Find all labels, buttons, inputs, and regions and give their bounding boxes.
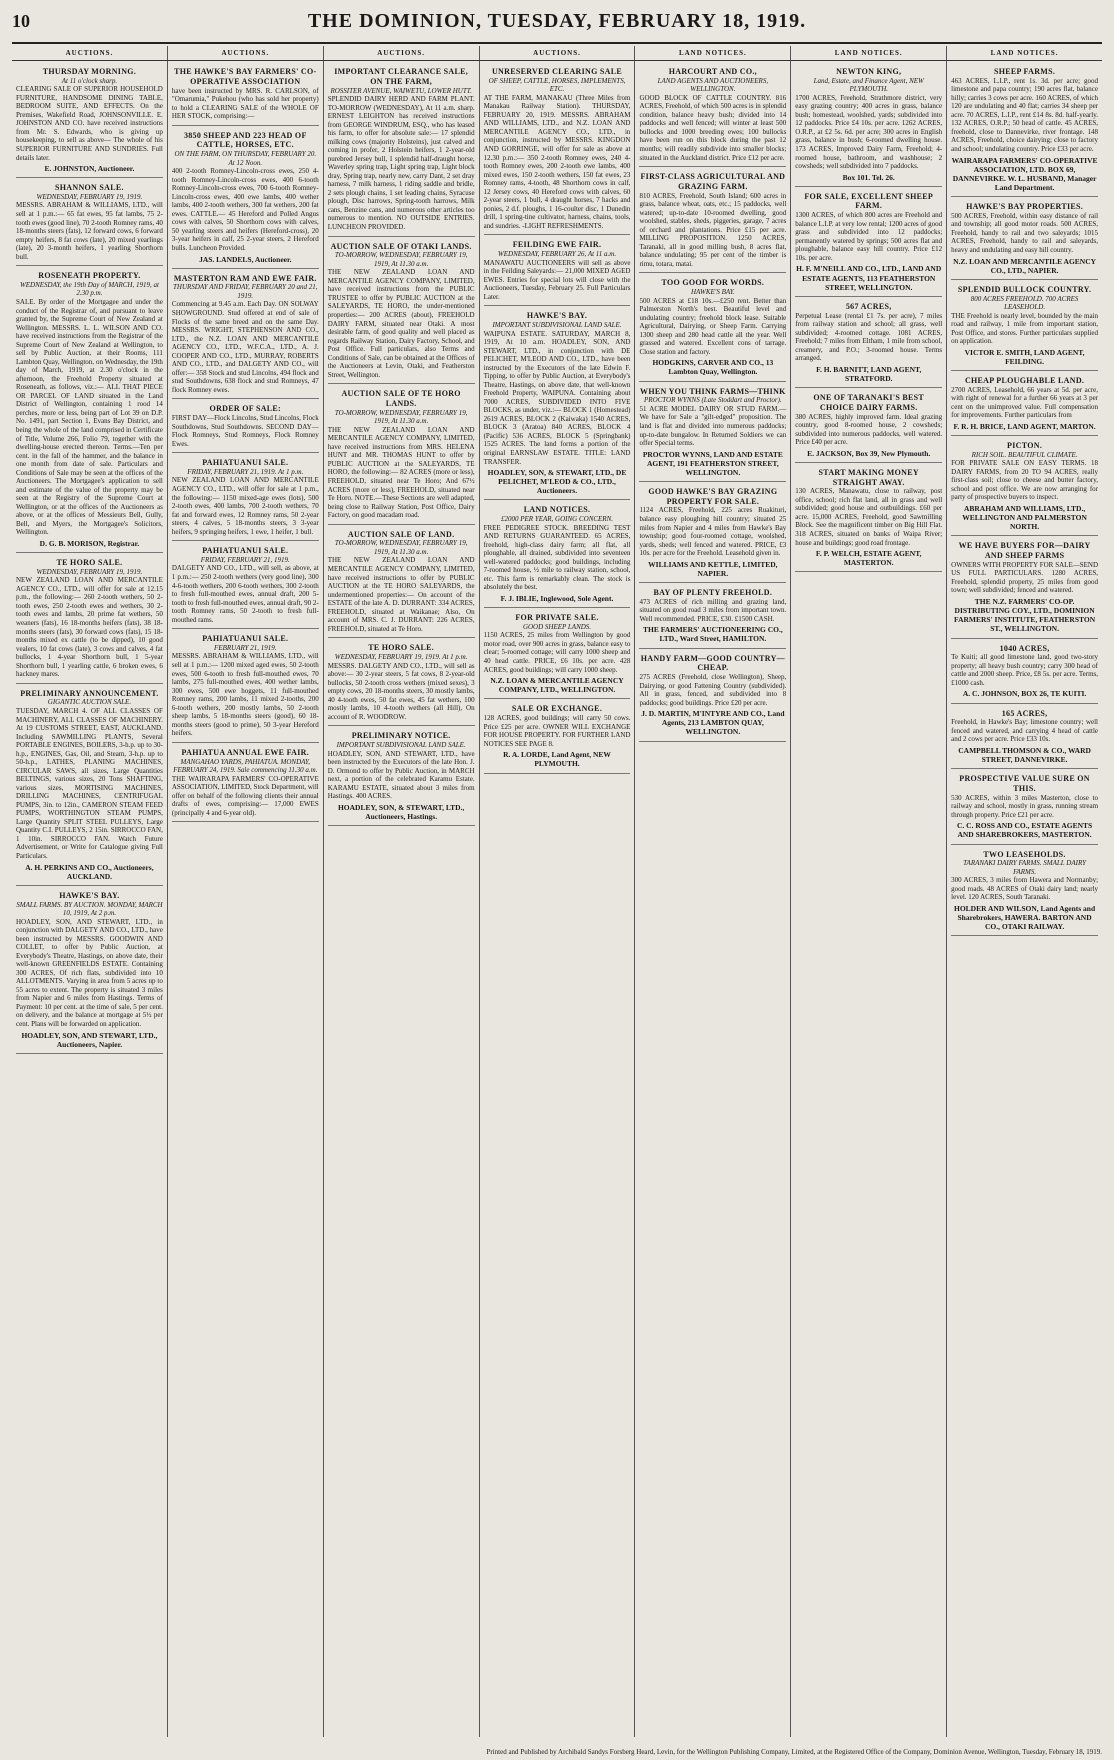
ad-subheading: HAWKE'S BAY. <box>690 288 735 297</box>
ad-heading: TE HORO SALE. <box>368 643 435 653</box>
ad-body-text: 275 ACRES (Freehold, close Wellington), Sheep, Dairying, or good Fattening Country (subdivided). All in grass, fenced, and subdivided into 8 paddocks; good buildings. Price £20 per acre. <box>639 673 787 707</box>
ad-subheading: PROCTOR WYNNS (Late Stoddart and Proctor). <box>644 396 782 405</box>
ad-heading: FEILDING EWE FAIR. <box>512 240 602 250</box>
ad-agent-signature: E. JOHNSTON, Auctioneer. <box>44 164 135 174</box>
column-heading: LAND NOTICES. <box>990 49 1059 57</box>
ad-heading: HAWKE'S BAY PROPERTIES. <box>966 202 1084 212</box>
ad-agent-signature: PROCTOR WYNNS, LAND AND ESTATE AGENT, 191 FEATHERSTON STREET, WELLINGTON. <box>642 449 783 477</box>
advertisement <box>639 484 786 583</box>
ad-subheading: WEDNESDAY, FEBRUARY 19, 1919. <box>36 567 143 576</box>
ad-heading: GOOD HAWKE'S BAY GRAZING PROPERTY FOR SALE. <box>648 486 778 506</box>
ad-heading: WE HAVE BUYERS FOR—DAIRY AND SHEEP FARMS <box>958 541 1091 561</box>
advertisement <box>951 641 1098 704</box>
ad-agent-signature: F. R. H. BRICE, LAND AGENT, MARTON. <box>953 421 1096 431</box>
ad-agent-signature: HODGKINS, CARVER AND CO., 13 Lambton Quay, Wellington. <box>652 358 774 377</box>
ad-body-text: 463 ACRES, L.I.P., rent 1s. 3d. per acre; good limestone and papa country; 190 acres flat, balance hilly; carries 3 cows per acre. 160 ACRES, of which 120 are undulating and 40 flat; carries 34 sheep per acre. 70 ACRES, L.I.P., rent £14 8s. 8d. half-yearly. 132 ACRES, O.R.P.; 50 head of cattle. 45 ACRES, freehold, close to Dannevirke, river frontage. 148 ACRES, Freehold, choice dairying; close to factory and school; undulating country. Price £33 per acre. <box>951 76 1099 153</box>
advertisement <box>951 373 1098 436</box>
ad-body-text: AT THE FARM, MANAKAU (Three Miles from Manakau Railway Station). THURSDAY, FEBRUARY 20, 1919. MESSRS. ABRAHAM AND WILLIAMS, LTD., and N.Z. LOAN AND MERCANTILE AGENCY CO., LTD., in conjunction, instructed by MESSRS. KINGDON AND GORRINGE, will offer for sale as above at 12.30 p.m.:— 350 2-tooth Romney ewes, 240 4-tooth Romney ewes, 200 2-tooth ewe lambs, 400 mixed ewes, 150 2-tooth wethers, 150 fat ewes, 23 Romney rams, 4-tooth, 48 Shorthorn cows in calf, 12 Jersey cows, 40 Hereford cows with calves, 60 2-year steers, 1 bull, 4 draught horses, 7 hacks and ponies, 2 d.f. ploughs, 1 16-coulter disc, 1 Dunedin drill, 1 spring-tine cultivator, harness, chains, tools, and sundries. -LIGHT REFRESHMENTS. <box>483 93 631 230</box>
ad-heading: 165 ACRES, <box>1001 708 1048 718</box>
ad-body-text: FREE PEDIGREE STOCK. BREEDING TEST AND RETURNS GUARANTEED. 65 ACRES, freehold, high-class dairy farm; all flat, all ploughable, all drained, subdivided into seventeen well-watered paddocks; good buildings, including 7-roomed house, ½ mile to railway station, school, etc. This farm is remarkably clean. The stock is absolutely the best. <box>483 523 631 592</box>
ad-heading: IMPORTANT CLEARANCE SALE, ON THE FARM, <box>334 67 469 86</box>
ad-agent-signature: E. JACKSON, Box 39, New Plymouth. <box>807 448 931 458</box>
ad-heading: CHEAP PLOUGHABLE LAND. <box>964 376 1085 385</box>
advertisement <box>639 384 786 482</box>
ad-subheading: WEDNESDAY, FEBRUARY 19, 1919. At 1 p.m. <box>334 653 468 661</box>
ad-heading: SHEEP FARMS. <box>993 67 1056 76</box>
ad-body-text: THE Freehold is nearly level, bounded by the main road and railway, 1 mile from important station, Post Office, and stores. Further particulars supplied on application. <box>951 311 1099 346</box>
ad-body-text: 400 2-tooth Romney-Lincoln-cross ewes, 250 4-tooth Romney-Lincoln-cross ewes, 400 6-tooth Romney-Lincoln-cross ewes, 700 6-tooth Romney-Lincoln-cross ewes, 400 ewe lambs, 400 wether lambs, 400 2-tooth wethers, 300 fat wethers, 200 fat ewes. CATTLE.— 45 Hereford and Polled Angus cows with calves, 50 Shorthorn cows with calves, 50 yearling steers and heifers (Hereford-cross), 20 3-year heifers in calf, 25 2-year steers, 2 Hereford bulls. Luncheon Provided. <box>171 167 319 252</box>
ad-subheading: TARANAKI DAIRY FARMS. SMALL DAIRY FARMS. <box>963 859 1086 876</box>
advertisement <box>951 538 1098 638</box>
ad-body-text: Commencing at 9.45 a.m. Each Day. ON SOLWAY SHOWGROUND. Stud offered at end of sale of Flocks of the same breed and on the same Day. MESSRS. WRIGHT, STEPHENSON AND CO., LTD., the N.Z. LOAN AND MERCANTILE AGENCY CO., LTD., W.F.C.A., LTD., A. J. COOPER AND CO., LTD., MURRAY, ROBERTS AND CO., LTD., and DALGETY AND CO., will offer:— 358 Stock and stud Lincolns, 494 flock and stud Southdowns, 638 flock and stud Romneys, 47 flock Romney ewes. <box>171 300 319 394</box>
newspaper-column <box>635 61 791 1737</box>
ad-agent-signature: F. H. BARNITT, LAND AGENT, STRATFORD. <box>816 364 922 383</box>
newspaper-column <box>324 61 480 1737</box>
advertisement <box>639 275 786 381</box>
ad-agent-signature: A. H. PERKINS AND CO., Auctioneers, AUCKLAND. <box>25 862 154 881</box>
ad-heading: PAHIATUANUI SALE. <box>202 634 289 644</box>
advertisement <box>795 189 942 297</box>
ad-heading: SPLENDID BULLOCK COUNTRY. <box>957 284 1092 294</box>
ad-agent-signature: HOADLEY, SON, AND STEWART, LTD., Auctioneers, Napier. <box>21 1030 158 1049</box>
ad-agent-signature: F. P. WELCH, ESTATE AGENT, MASTERTON. <box>815 549 922 568</box>
advertisement <box>16 888 163 1054</box>
advertisement <box>951 282 1098 371</box>
ad-heading: MASTERTON RAM AND EWE FAIR. <box>173 273 317 283</box>
ad-heading: WHEN YOU THINK FARMS—THINK <box>640 386 786 396</box>
ad-subheading: ON THE FARM, ON THURSDAY, FEBRUARY 20. At 12 Noon. <box>174 150 317 167</box>
ad-agent-signature: C. C. ROSS AND CO., ESTATE AGENTS AND SHAREBROKERS, MASTERTON. <box>956 821 1093 840</box>
ad-heading: UNRESERVED CLEARING SALE <box>491 67 623 76</box>
ad-subheading: WEDNESDAY, FEBRUARY 19, 1919. <box>36 192 143 201</box>
ad-body-text: 500 ACRES, Freehold, within easy distance of rail and township; all good motor roads. 500 ACRES, Freehold, handy to rail and two saleyards; 1015 ACRES, Freehold, handy to rail and saleyards, heavy and undulating and easy hill country. <box>951 211 1099 254</box>
ad-heading: HARCOURT AND CO., <box>668 67 757 76</box>
ad-body-text: 130 ACRES, Manawatu, close to railway, post office, school; rich flat land, all in grass and well subdivided; good house and outbuildings. £60 per acre. 15,000 ACRES, Freehold, good Sawmilling Block. See the magnificent timber on Big Hill Flat. 318 ACRES, situated on banks of Waipa River; house and buildings; good road frontage. <box>795 487 943 547</box>
ad-agent-signature: J. D. MARTIN, M'INTYRE AND CO., Land Agents, 213 LAMBTON QUAY, WELLINGTON. <box>641 709 785 737</box>
ad-body-text: SPLENDID DAIRY HERD AND FARM PLANT. TO-MORROW (WEDNESDAY), At 11 a.m. sharp. ERNEST LEIGHTON has received instructions from GEORGE WINDRUM, ESQ., who has leased his farm, to offer for absolute sale:— 17 splendid milking cows (majority Holsteins), just calved and coming in profer, 2 Holstein heifers, 1 2-year-old purebred Jersey bull, 1 splendid half-draught horse, Waverley spring trap, Light spring trap, Light block dray, Spring trap, nearly new, carry Dant, 2 set dray harness, 7 milk harness, 1 riding saddle and bridle, 2 sets plough chains, 1 set leading chains, Syracuse plough, Disc harrows, Spring-tooth harrows, Milk cans, Benzine cans, and numerous other articles too numerous to mention. NO OUTSIDE ENTRIES. LUNCHEON PROVIDED. <box>327 95 475 231</box>
ad-heading: PRELIMINARY ANNOUNCEMENT. <box>20 688 159 698</box>
advertisement <box>795 390 942 463</box>
advertisement <box>484 502 631 608</box>
ad-heading: ORDER OF SALE: <box>209 404 282 414</box>
ad-subheading: Land, Estate, and Finance Agent, NEW PLYMOUTH. <box>813 76 924 94</box>
ad-body-text: GOOD BLOCK OF CATTLE COUNTRY. 816 ACRES, Freehold, of which 500 acres is in splendid condition, balance heavy bush; divided into 14 paddocks and well fenced; will winter at least 500 bullocks and 1000 breeding ewes; 100 bullocks have been run on this block during the past 12 months; will readily subdivide into smaller blocks; situated in the Auckland district. Price £12 per acre. <box>639 93 787 162</box>
page-number: 10 <box>12 10 30 31</box>
ad-body-text: 380 ACRES, highly improved farm. Ideal grazing country, good 8-roomed house, 2 cowsheds; subdivided into numerous paddocks, well watered. Price £40 per acre. <box>795 412 943 447</box>
ad-heading: HAWKE'S BAY. <box>59 890 120 900</box>
ad-subheading: At 11 o'clock sharp. <box>61 76 118 85</box>
newspaper-column <box>480 61 636 1737</box>
newspaper-column <box>947 61 1102 1737</box>
ad-heading: SHANNON SALE. <box>55 183 124 193</box>
ad-body-text: 1300 ACRES, of which 800 acres are Freehold and balance L.I.P. at very low rental; 1200 acres of good grass and subdivided into 12 paddocks; permanently watered by springs; 500 acres flat and ploughable, balance easy hill country. Price £12 10s. per acre. <box>795 211 943 262</box>
ad-subheading: MANGAHAO YARDS, PAHIATUA. MONDAY, FEBRUARY 24, 1919. Sale commencing 11.30 a.m. <box>173 757 318 775</box>
ad-agent-signature: HOADLEY, SON, & STEWART, LTD., DE PELICHET, M'LEOD & CO., LTD., Auctioneers. <box>487 468 627 496</box>
ad-agent-signature: WAIRARAPA FARMERS' CO-OPERATIVE ASSOCIATION, LTD. BOX 69, DANNEVIRKE. W. L. HUSBAND, Manager Land Department. <box>951 155 1098 192</box>
advertisement <box>639 651 786 742</box>
advertisement <box>639 585 786 649</box>
ad-agent-signature: Box 101. Tel. 26. <box>842 172 895 182</box>
ad-subheading: 800 ACRES FREEHOLD. 700 ACRES LEASEHOLD. <box>970 294 1079 312</box>
advertisement <box>951 199 1098 280</box>
newspaper-column <box>791 61 947 1737</box>
ad-subheading: GIGANTIC AUCTION SALE. <box>47 698 132 707</box>
column-heading: AUCTIONS. <box>12 46 168 60</box>
ad-body-text: DALGETY AND CO., LTD., will sell, as above, at 1 p.m.:— 250 2-tooth wethers (very good line), 300 4-6-tooth wethers, 200 6-tooth wethers, 300 2-tooth to fresh full-mouthed ewes, annual draft, 200 5-tooth to fresh full-mouthed ewes, annual draft, 90 2-tooth Romney rams, 50 2-tooth to fresh full-mouthed rams. <box>171 564 319 624</box>
ad-subheading: FEBRUARY 21, 1919. <box>214 643 277 652</box>
advertisement <box>328 728 475 826</box>
ad-subheading: THURSDAY AND FRIDAY, FEBRUARY 20 and 21, 1919. <box>173 283 318 300</box>
advertisement <box>639 169 786 273</box>
ad-body-text: 1124 ACRES, Freehold, 225 acres Ruakituri, balance easy ploughing hill country; situated 25 miles from Napier and 4 miles from Hawke's Bay township; good four-roomed cottage, woolshed, yards, sheds; well fenced and watered. PRICE, £3 10s. per acre for the Freehold. Leasehold given in. <box>639 506 787 558</box>
ad-body-text: 300 ACRES, 3 miles from Hawera and Normanby; good roads. 48 ACRES of Otaki dairy land; nearly level. 120 ACRES, South Taranaki. <box>951 876 1099 902</box>
ad-body-text: 1700 ACRES, Freehold, Strathmore district, very easy grazing country; 400 acres in grass, balance bush; homestead, woolshed, yards; subdivided into 12 paddocks. Price £4 10s. per acre. 1262 ACRES, O.R.P., at £2 5s. 6d. per acre; 300 acres in English grass, balance in bush; 6-roomed dwelling house. 173 ACRES, Improved Dairy Farm, Freehold; 4-roomed house, bathroom, and washhouse; 2 cowsheds; well subdivided into 7 paddocks. <box>795 93 943 171</box>
advertisement <box>16 686 163 886</box>
ad-body-text: 51 ACRE MODEL DAIRY OR STUD FARM.—We have for Sale a "gilt-edged" proposition. The land is flat and divided into numerous paddocks; up-to-date bungalow. In Returned Soldiers we can offer Special terms. <box>639 404 787 448</box>
ad-body-text: MESSRS. DALGETY AND CO., LTD., will sell as above:— 30 2-year steers, 5 fat cows, 8 2-year-old bullocks, 50 2-tooth cross wethers (mixed sexes), 3 empty cows, 20 18-months steers, 30 mostly lambs, 40 4-tooth ewes, 50 fat ewes, 45 fat wethers, 100 mostly lambs, 10 4-tooth wethers (all Hill), On account of R. WOODROW. <box>327 661 475 721</box>
column-heading: LAND NOTICES. <box>635 46 791 60</box>
ad-agent-signature: ABRAHAM AND WILLIAMS, LTD., WELLINGTON AND PALMERSTON NORTH. <box>962 503 1087 532</box>
ad-body-text: 810 ACRES, Freehold, South Island; 600 acres in grass, balance wheat, oats, etc.; 15 paddocks, well watered; up-to-date 10-roomed dwelling, good woolshed, stables, sheds, piggeries, garage, 7 acres of orchard and plantations. Price £15 per acre. MILLING PROPOSITION. 1250 ACRES, Taranaki, all in good milling bush, 8 acres flat, balance undulating; 95 per cent of the timber is rimu, totara, matai. <box>639 191 787 268</box>
advertisement <box>172 128 319 269</box>
ad-heading: START MAKING MONEY STRAIGHT AWAY. <box>818 467 919 487</box>
column-heading: AUCTIONS. <box>324 46 480 60</box>
ad-subheading: TO-MORROW, WEDNESDAY, FEBRUARY 19, 1919, At 11.30 a.m. <box>334 251 468 268</box>
ad-heading: AUCTION SALE OF OTAKI LANDS. <box>330 241 472 251</box>
printer-imprint: Printed and Published by Archibald Sandys Forsberg Heard, Levin, for the Wellington Publishing Company, Limited, at the Registered Office of the Company, Dominion Avenue, Wellington, Tuesday, February 18, 1919. <box>486 1748 1102 1756</box>
ad-agent-signature: N.Z. LOAN AND MERCANTILE AGENCY CO., LTD., NAPIER. <box>953 256 1097 275</box>
ad-subheading: WEDNESDAY, FEBRUARY 26, At 11 a.m. <box>497 250 617 259</box>
column-heading: AUCTIONS. <box>168 46 324 60</box>
ad-body-text: FOR PRIVATE SALE ON EASY TERMS. 18 DAIRY FARMS, from 20 TO 94 ACRES, really first-class soil; close to cheese and butter factory, school and post office. We are now arranging for party of prospective buyers to inspect. <box>951 459 1099 502</box>
ad-subheading: TO-MORROW, WEDNESDAY, FEBRUARY 19, 1919, At 11.30 a.m. <box>334 408 468 426</box>
ad-body-text: 2700 ACRES, Leasehold, 66 years at 5d. per acre, with right of renewal for a further 66 years at 3 per cent on the unimproved value. Full compensation for improvements. Further particulars from <box>951 385 1099 420</box>
ad-subheading: OF SHEEP, CATTLE, HORSES, IMPLEMENTS, ETC. <box>488 76 626 94</box>
ad-body-text: SALE. By order of the Mortgagee and under the conduct of the Registrar of, and pursuant to leave granted by, the Supreme Court of New Zealand at Wellington. MESSRS. L. L. WILSON AND CO. have received instructions from the Registrar of the Supreme Court of New Zealand at Wellington, to sell by Public Auction, at their Rooms, 111 Lambton Quay, Wellington, on Wednesday, the 19th day of March, 1919, at 2.30 o'clock in the afternoon, the Freehold Property situated at Roseneath, as follows, viz.:— ALL THAT PIECE OR PARCEL OF LAND situated in the Land District of Wellington, containing 1 rood 14 perches, more or less, being part of Lot 39 on D.P. No. 1491, part Section 1, Evans Bay District, and being the whole of the land comprised in Certificate of Title, Volume 266, Folio 79, together with the dwelling-house erected thereon. Terms.—Ten per cent. in the fall of the hammer, and the balance in one month from date of sale. Particulars and Conditions of Sale may be seen at the offices of the Auctioneers. The Mortgagee's application to sell and estimate of the value of the property may be seen at the Registry of the Supreme Court at Wellington, or at the offices of the Auctioneers as above, or at the offices of Messieurs Bell, Gully, Bell, and Myers, the Mortgagee's Solicitors, Wellington. <box>16 298 163 537</box>
newspaper-column <box>12 61 168 1737</box>
advertisement <box>16 268 163 553</box>
ad-heading: TE HORO SALE. <box>56 558 123 568</box>
ad-body-text: 473 ACRES of rich milling and grazing land, situated on good road 3 miles from important town. Well recommended. PRICE, £30. £1500 CASH. <box>639 597 787 623</box>
ad-body-text: NEW ZEALAND LOAN AND MERCANTILE AGENCY CO., LTD., will offer for sale at 1 p.m., the following:— 1150 mixed-age ewes (lots), 500 2-tooth ewes, 400 lambs, 700 2-tooth wethers, 70 fat and forward ewes, 12 Romney rams, 50 2-year steers, 4 calves, 5 18-months steers, 3 3-year heifers, 9 springing heifers, 1 ewe, 1 heifer, 1 bull. <box>171 476 319 536</box>
advertisement <box>172 401 319 453</box>
ad-body-text: CLEARING SALE OF SUPERIOR HOUSEHOLD FURNITURE, HANDSOME DINING TABLE, BEDROOM SUITE, AND EFFECTS. On the Premises, Wakefield Road, JOHNSONVILLE. E. JOHNSTON AND CO. have received instructions from Mr. S. Edwards, who is giving up housekeeping, to sell as above— The whole of his SUPERIOR FURNITURE AND SUNDRIES. Full details later. <box>16 85 163 162</box>
ad-heading: HAWKE'S BAY. <box>526 311 588 321</box>
ad-agent-signature: H. F. M'NEILL AND CO., LTD., LAND AND ESTATE AGENTS, 113 FEATHERSTON STREET, WELLINGTON. <box>796 264 942 292</box>
ad-subheading: IMPORTANT SUBDIVISIONAL LAND SALE. <box>492 321 622 329</box>
ad-body-text: have been instructed by MRS. R. CARLSON, of "Omarumia," Pukehou (who has sold her property) to hold a CLEARING SALE of the WHOLE OF HER STOCK, comprising:— <box>171 86 319 121</box>
ad-agent-signature: A. C. JOHNSON, BOX 26, TE KUITI. <box>962 689 1087 699</box>
advertisement <box>639 64 786 167</box>
ad-heading: TWO LEASEHOLDS. <box>983 849 1066 859</box>
advertisement <box>172 745 319 822</box>
advertisement <box>951 847 1098 937</box>
advertisement <box>328 640 475 726</box>
ad-body-text: WAIPUNA ESTATE. SATURDAY, MARCH 8, 1919, At 10 a.m. HOADLEY, SON, AND STEWART, LTD., in conjunction with DE PELICHET, M'LEOD AND CO., LTD., have been instructed by the Executors of the late Edwin F. Tipping, to offer by Public Auction, at Everybody's Theatre, Hastings, on above date, that well-known Freehold Property, WAIPUNA. Containing about 7000 ACRES, SUBDIVIDED INTO FIVE BLOCKS, as under, viz.:— BLOCK 1 (Homestead) 2619 ACRES, BLOCK 2 (Kaiwaka) 1540 ACRES, BLOCK 3 (Aratoa) 840 ACRES, BLOCK 4 (Pacific) 536 ACRES, BLOCK 5 (Springbank) 1525 ACRES. The land forms a portion of the original EARNSLAW ESTATE. TITLE: LAND TRANSFER. <box>483 329 631 466</box>
advertisement <box>951 438 1098 536</box>
advertisement <box>172 455 319 541</box>
ad-heading: AUCTION SALE OF TE HORO LANDS. <box>341 389 461 408</box>
ad-heading: ROSENEATH PROPERTY. <box>38 271 141 281</box>
ad-subheading: FRIDAY, FEBRUARY 21, 1919. At 1 p.m. <box>187 467 304 476</box>
advertisement <box>951 706 1098 770</box>
ad-body-text: HOADLEY, SON, AND STEWART, LTD., have been instructed by the Executors of the late Hon. J. D. Ormond to offer by Public Auction, in MARCH next, a portion of the celebrated Karamu Estate. KARAMU ESTATE, situated about 3 miles from Hastings. 400 ACRES. <box>327 749 475 801</box>
ad-agent-signature: THE FARMERS' AUCTIONEERING CO., LTD., Ward Street, HAMILTON. <box>643 625 783 644</box>
ad-heading: LAND NOTICES. <box>523 505 591 515</box>
ad-subheading: WEDNESDAY, the 19th Day of MARCH, 1919, at 2.30 p.m. <box>19 280 159 298</box>
ad-subheading: TO-MORROW, WEDNESDAY, FEBRUARY 19, 1919, At 11.30 a.m. <box>334 539 468 556</box>
ad-heading: 3850 SHEEP AND 223 HEAD OF CATTLE, HORSES, ETC. <box>183 130 307 150</box>
ad-body-text: 530 ACRES, within 3 miles Masterton, close to railway and school, mostly in grass, running stream through property. Price £21 per acre. <box>951 793 1099 819</box>
ad-agent-signature: JAS. LANDELS, Auctioneer. <box>199 254 292 264</box>
ad-body-text: MESSRS. ABRAHAM & WILLIAMS, LTD., will sell at 1 p.m.:— 1200 mixed aged ewes, 50 2-tooth ewes, 500 6-tooth to fresh full-mouthed ewes, 70 lambs, 275 full-mouthed ewes, 400 wether lambs, 300 ewes, 500 ewe hoggets, 11 full-mouthed Romney rams, 200 lambs, 11 mixed 2-tooths, 200 6-tooth wethers, 200 mostly lambs, 50 2-tooth sheep lambs, 5 18-months steers (good), 60 18-months steers (good to prime), 50 3-year Hereford heifers. <box>171 652 319 738</box>
ad-heading: FOR PRIVATE SALE. <box>515 613 599 623</box>
ad-agent-signature: N.Z. LOAN & MERCANTILE AGENCY COMPANY, LTD., WELLINGTON. <box>490 676 624 695</box>
ad-heading: SALE OR EXCHANGE. <box>511 704 603 714</box>
ad-subheading: FRIDAY, FEBRUARY 21, 1919. <box>200 555 290 564</box>
ad-heading: NEWTON KING, <box>836 67 902 76</box>
masthead <box>12 0 1102 44</box>
advertisement <box>951 771 1098 844</box>
ad-body-text: OWNERS WITH PROPERTY FOR SALE—SEND US FULL PARTICULARS. 1280 ACRES, Freehold, splendid property, 25 miles from good town; well subdivided; fenced and watered. <box>951 560 1099 595</box>
ad-heading: ONE OF TARANAKI'S BEST CHOICE DAIRY FARMS. <box>813 393 925 412</box>
advertisement <box>172 631 319 743</box>
ad-body-text: NEW ZEALAND LOAN AND MERCANTILE AGENCY CO., LTD., will offer for sale at 12.15 p.m., the following:— 260 2-tooth wethers, 50 2-tooth ewes, 250 2-tooth ewes and wethers, 30 2-tooth ewes and lambs, 20 prime fat wethers, 50 weaners (fats), 16 18-months heifers (fats), 38 18-months steers (fats), 30 forward cows (fats), 15 18-months mixed ex cattle (to be dipped), 10 good vealers, 10 fat cows (late), 3 cows and calves, 4 fat bullocks, 1 4-year Shorthorn bull, 1 5-year Shorthorn bull, 1 yearling cattle, 6 broken ewes, 6 hackney mares. <box>16 576 163 679</box>
ad-body-text: THE NEW ZEALAND LOAN AND MERCANTILE AGENCY COMPANY, LIMITED, have received instructions from the PUBLIC TRUSTEE to offer by PUBLIC AUCTION at the SALEYARDS, TE HORO, the under-mentioned properties:— 200 ACRES (about), FREEHOLD DAIRY FARM, situated near Otaki. A most desirable farm, of good quality and well placed as regards Railway Station, Dairy Factory, School, and Post Office. Full particulars, also Terms and Conditions of Sale, can be obtained at the Offices of the Auctioneers at Levin, Otaki, and Featherston Street, Wellington. <box>327 268 475 379</box>
ad-heading: BAY OF PLENTY FREEHOLD. <box>653 587 773 597</box>
advertisement <box>328 64 475 237</box>
newspaper-column <box>168 61 324 1737</box>
ad-body-text: TUESDAY, MARCH 4. OF ALL CLASSES OF MACHINERY, ALL CLASSES OF MACHINERY. At 19 CUSTOMS STREET, EAST, AUCKLAND. Including SAWMILLING PLANTS, Several PORTABLE ENGINES, BOILERS, 3-h.p. up to 30-h.p., ENGINES, Gas, Oil, and Steam, 3-h.p. up to 50-h.p., LATHES, PLANING MACHINES, CIRCULAR SAWS, all sizes, Large Quantities BELTINGS, various sizes, 20 Tons SHAFTING, various sizes, MORTISING MACHINES, DRILLING MACHINES, CENTRIFUGAL PUMPS, 3in. to 12in., CAMERON STEAM FEED PUMPS, WORTHINGTON STEAM PUMPS, Large Quantity SPLIT STEEL PULLEYS, Large Quantity C.I. PULLEYS, 2 15in. SIRROCCO FAN, 1 10in. SIRROCCO FAN. Watch Future Advertisement, or Write for Catalogue giving Full Particulars. <box>16 706 163 860</box>
ad-body-text: THE NEW ZEALAND LOAN AND MERCANTILE AGENCY COMPANY, LIMITED, have received instructions to offer by PUBLIC AUCTION at the TE HORO SALEYARDS, the undermentioned properties:— On account of the ESTATE of the late A. D. DURRANT: 334 ACRES, FREEHOLD, situated at Waikanae; Also, On account of MRS. C. J. DURRANT: 226 ACRES, FREEHOLD, situated at Te Horo. <box>327 556 475 633</box>
ad-agent-signature: R. A. LORDE, Land Agent, NEW PLYMOUTH. <box>503 750 611 769</box>
ad-heading: AUCTION SALE OF LAND. <box>347 529 455 539</box>
ad-body-text: Te Kuiti; all good limestone land, good two-story property; all heavy bush country; carry 300 head of cattle and 2000 sheep. Price, £8 5s. per acre. Terms, £1000 cash. <box>951 653 1099 687</box>
ad-agent-signature: HOLDER AND WILSON, Land Agents and Sharebrokers, HAWERA. BARTON AND CO., OTAKI RAILWAY. <box>954 903 1096 932</box>
ad-body-text: Perpetual Lease (rental £1 7s. per acre), 7 miles from railway station and school; all grass, well subdivided; 4-roomed cottage. 1081 ACRES, Freehold; 7 miles from Eltham, 1 mile from school, creamery, and P.O.; 3-roomed house. Terms arranged. <box>795 311 943 363</box>
ad-body-text: HOADLEY, SON, AND STEWART, LTD., in conjunction with DALGETY AND CO., LTD., have been instructed by MESSRS. GOODWIN AND COLLET, to offer by Public Auction, at Everybody's Theatre, Hastings, on above date, their well-known GREENFIELDS ESTATE. Containing 300 ACRES, Of rich flats, subdivided into 10 ALLOTMENTS. Varying in area from 5 acres up to 55 acres to extent. The property is situated 3 miles from Napier and 6 miles from Hastings. Terms of Payment: 10 per cent. at the time of sale, 5 per cent. on delivery, and the balance at mortgage at 5½ per cent. Plans will be forwarded on application. <box>16 917 163 1028</box>
ad-body-text: 1150 ACRES, 25 miles from Wellington by good motor road, over 900 acres in grass, balance easy to clear; 5-roomed cottage; will carry 1000 sheep and 40 head cattle. PRICE, £6 10s. per acre. 428 ACRES, good buildings; will carry 1000 sheep. <box>483 631 631 674</box>
column-heading: LAND NOTICES. <box>791 46 947 60</box>
ad-body-text: THE WAIRARAPA FARMERS' CO-OPERATIVE ASSOCIATION, LIMITED, Stock Department, will offer on behalf of the following clients their annual drafts of ewes, comprising:— 17,000 EWES (principally 4 and 6-year old). <box>171 774 319 817</box>
ad-subheading: LAND AGENTS AND AUCTIONEERS, WELLINGTON. <box>657 76 769 94</box>
ad-subheading: IMPORTANT SUBDIVISIONAL LAND SALE. <box>336 741 466 749</box>
ad-body-text: THE NEW ZEALAND LOAN AND MERCANTILE AGENCY COMPANY, LIMITED, have received instructions from MRS. HELENA HUNT and MR. THOMAS HUNT to offer by PUBLIC AUCTION at the SALEYARDS, TE HORO, the following:— 82 ACRES (more or less), FREEHOLD, situated near Te Horo; And 67½ ACRES (more or less), FREEHOLD, situated near Te Horo. NOTE.—These Sections are well adapted, being close to Railway Station, Post Office, Dairy Factory, on good macadam road. <box>327 425 475 520</box>
ad-body-text: FIRST DAY—Flock Lincolns, Stud Lincolns, Flock Southdowns, Stud Southdowns. SECOND DAY—Flock Romneys, Stud Romneys, Flock Romney Ewes. <box>171 414 319 448</box>
advertisement <box>328 527 475 639</box>
advertisement <box>328 239 475 385</box>
advertisement <box>172 64 319 126</box>
ad-heading: PAHIATUANUI SALE. <box>202 458 289 468</box>
ad-heading: 567 ACRES, <box>845 301 892 311</box>
advertisement <box>172 543 319 629</box>
ad-agent-signature: HOADLEY, SON, & STEWART, LTD., Auctioneers, Hastings. <box>337 802 465 821</box>
ad-body-text: 128 ACRES, good buildings; will carry 50 cows. Price £25 per acre. OWNER WILL EXCHANGE FOR HOUSE PROPERTY. FOR FURTHER LAND NOTICES SEE PAGE 8. <box>483 714 631 748</box>
ad-body-text: 500 ACRES at £18 10s.—£250 rent. Better than Palmerston North's best. Beautiful level and undulating country; freehold block lease. Suitable Agricultural, Dairying, or Sheep Farm. Carrying 1300 sheep and 280 head cattle all the year. Well grassed and watered. Excellent cons of tarrage. Close station and factory. <box>639 296 787 356</box>
ad-subheading: SMALL FARMS. BY AUCTION. MONDAY, MARCH 10, 1919, At 2 p.m. <box>16 900 163 918</box>
advertisement <box>951 64 1098 197</box>
ad-heading: PRELIMINARY NOTICE. <box>351 731 451 741</box>
ad-agent-signature: CAMPBELL THOMSON & CO., WARD STREET, DANNEVIRKE. <box>958 745 1091 765</box>
ad-agent-signature: D. G. B. MORISON, Registrar. <box>39 538 140 548</box>
advertisement <box>484 237 631 306</box>
newspaper-title: THE DOMINION, TUESDAY, FEBRUARY 18, 1919. <box>307 9 807 32</box>
advertisement <box>328 386 475 524</box>
column-heading: AUCTIONS. <box>480 46 636 60</box>
advertisement <box>795 465 942 573</box>
advertisement <box>16 64 163 178</box>
ad-agent-signature: THE N.Z. FARMERS' CO-OP. DISTRIBUTING COY., LTD., DOMINION FARMERS' INSTITUTE, FEATHERSTON ST., WELLINGTON. <box>954 597 1096 634</box>
advertisement <box>484 64 631 235</box>
ad-agent-signature: WILLIAMS AND KETTLE, LIMITED, NAPIER. <box>648 559 778 578</box>
columns-container <box>12 61 1102 1737</box>
advertisement <box>16 555 163 684</box>
advertisement <box>172 271 319 400</box>
ad-agent-signature: F. J. IBLIE, Inglewood, Sole Agent. <box>500 593 614 603</box>
ad-body-text: MESSRS. ABRAHAM & WILLIAMS, LTD., will sell at 1 p.m.:— 65 fat ewes, 95 fat lambs, 75 2-tooth ewes (good line), 70 2-tooth Romney rams, 40 18-months steers (fats), 12 forward cows, 6 forward empty heifers, 8 fat cows (late), 20 mixed yearlings (late), 20 3-month heifers, 1 yearling Shorthorn bull. <box>16 201 163 261</box>
ad-body-text: MANAWATU AUCTIONEERS will sell as above in the Feilding Saleyards:— 21,000 MIXED AGED EWES. Entries for special lots will close with the Auctioneers, Tuesday, February 25. Full Particulars Later. <box>483 258 631 301</box>
ad-body-text: Freehold, in Hawke's Bay; limestone country; well fenced and watered, and carrying 4 head of cattle and 2 cows per acre. Price £33 10s. <box>951 718 1099 744</box>
ad-heading: THE HAWKE'S BAY FARMERS' CO-OPERATIVE ASSOCIATION <box>174 67 317 86</box>
advertisement <box>795 64 942 187</box>
advertisement <box>484 701 631 773</box>
ad-heading: FIRST-CLASS AGRICULTURAL AND GRAZING FARM. <box>640 172 786 191</box>
ad-subheading: GOOD SHEEP LANDS. <box>522 622 592 631</box>
advertisement <box>484 308 631 500</box>
ad-agent-signature: VICTOR E. SMITH, LAND AGENT, FEILDING. <box>964 347 1085 366</box>
ad-heading: PICTON. <box>1007 441 1043 451</box>
ad-heading: THURSDAY MORNING. <box>42 67 137 76</box>
ad-heading: 1040 ACRES, <box>999 643 1050 653</box>
advertisement <box>795 299 942 388</box>
ad-heading: PROSPECTIVE VALUE SURE ON THIS. <box>959 774 1090 793</box>
advertisement <box>484 610 631 699</box>
ad-heading: FOR SALE, EXCELLENT SHEEP FARM. <box>804 191 934 211</box>
ad-heading: PAHIATUA ANNUAL EWE FAIR. <box>181 747 310 757</box>
column-headings <box>12 46 1102 61</box>
advertisement <box>16 180 163 266</box>
ad-heading: TOO GOOD FOR WORDS. <box>661 278 765 288</box>
ad-subheading: ROSSITER AVENUE, WAIWETU, LOWER HUTT. <box>330 86 472 95</box>
ad-heading: HANDY FARM—GOOD COUNTRY—CHEAP. <box>640 653 785 673</box>
ad-subheading: RICH SOIL. BEAUTIFUL CLIMATE. <box>971 450 1078 459</box>
ad-subheading: £2000 PER YEAR, GOING CONCERN. <box>501 515 613 524</box>
ad-heading: PAHIATUANUI SALE. <box>202 546 289 556</box>
